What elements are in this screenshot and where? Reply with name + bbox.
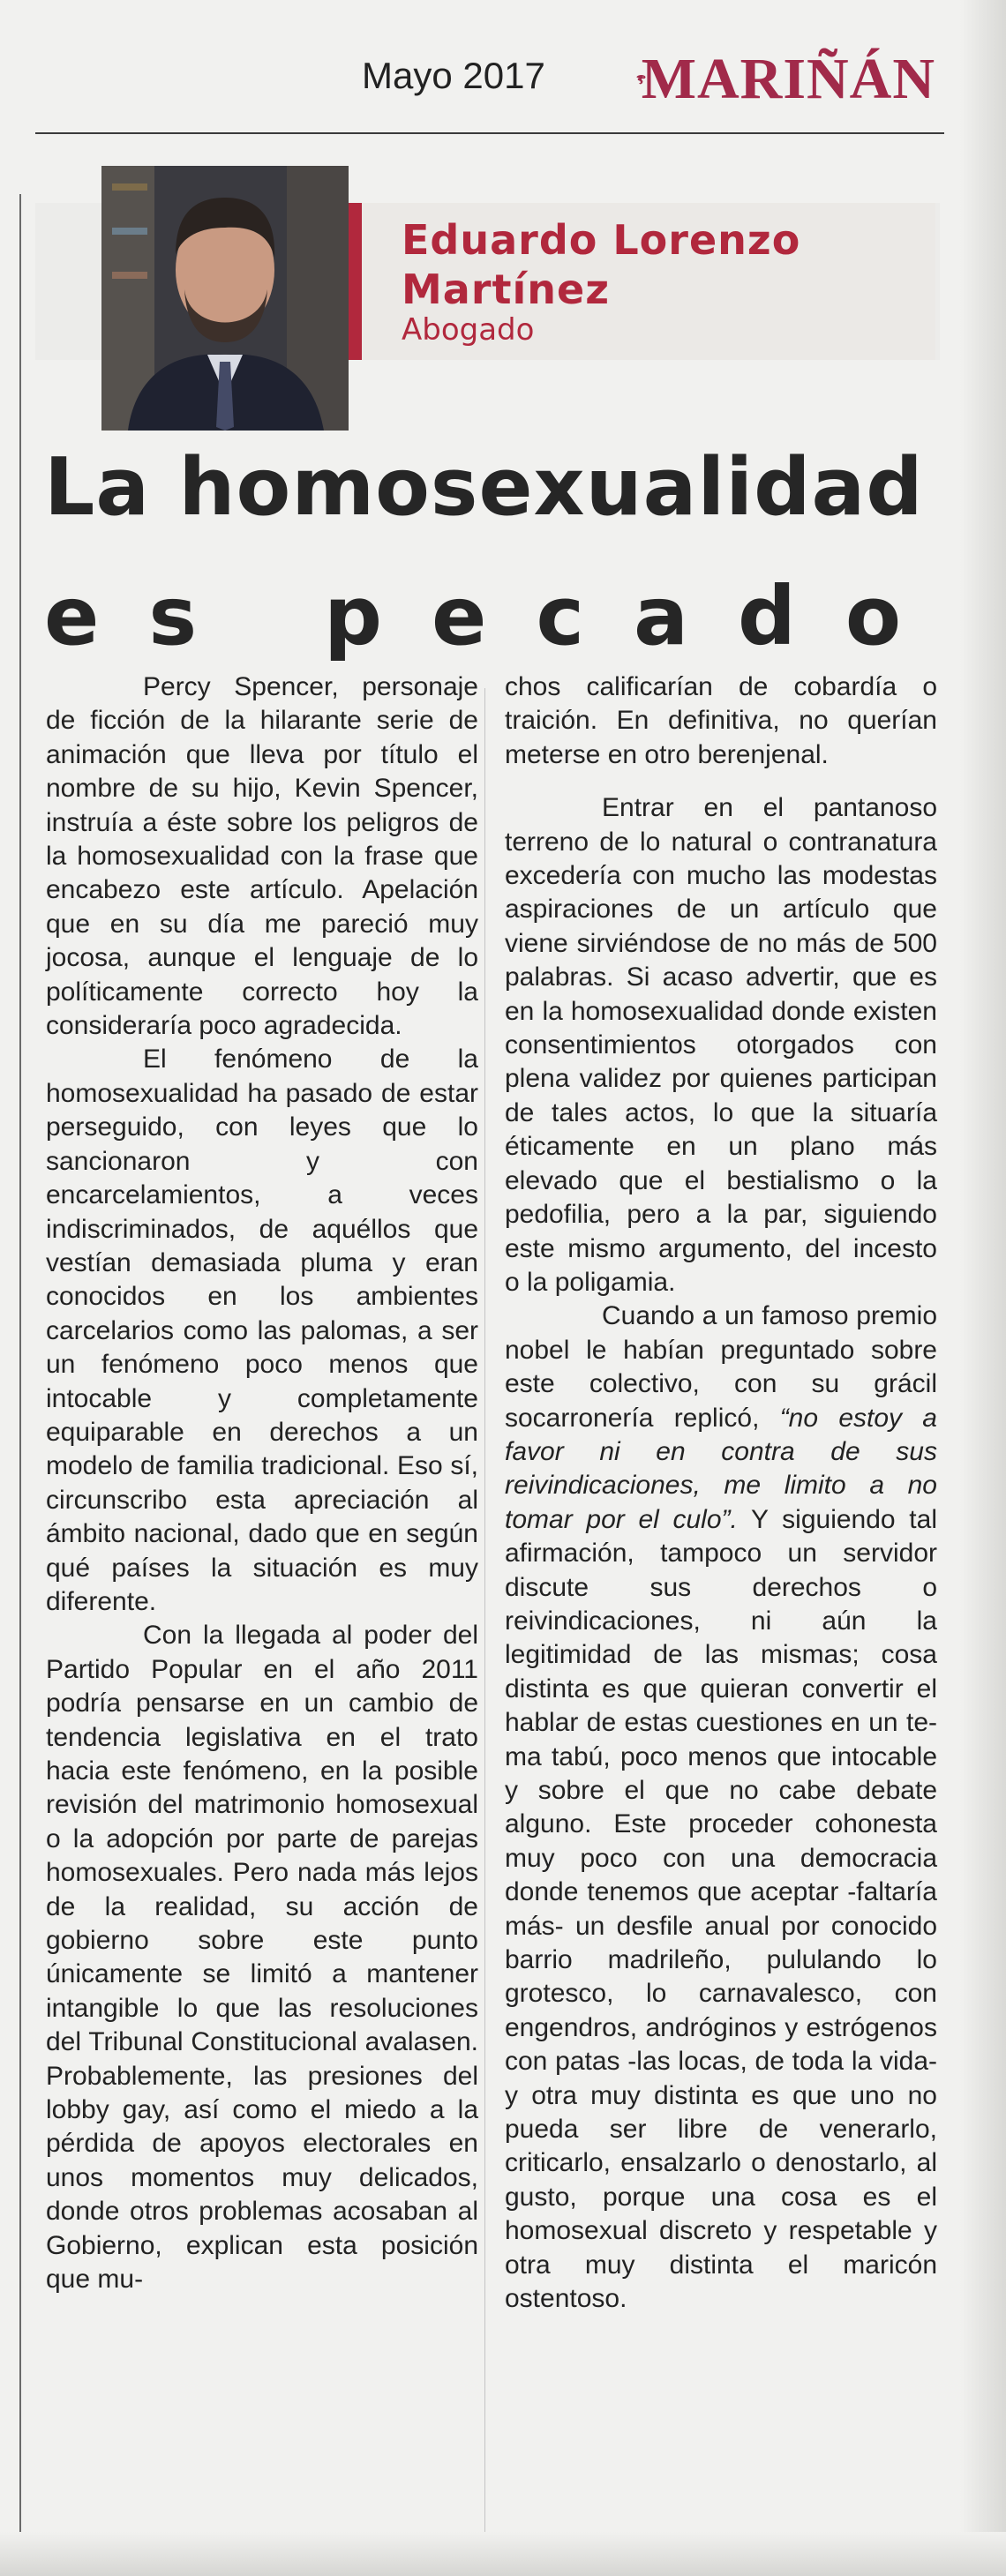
- paragraph-text: Y siguiendo tal afirmación, tampoco un servidor discute sus derechos o reivindicaciones, ni aún la legitimidad de las mismas; cosa distinta es que quieran convertir el hablar de estas cuestiones en un te-ma tabú, poco menos que intocable y sobre el que no cabe debate alguno. Este proceder cohonesta muy poco con una democracia donde tenemos que aceptar -faltaría más- un desfile anual por conocido barrio madrileño, pululando lo grotesco, lo carnavalesco, con engendros, andróginos y estrógenos con patas -las locas, de toda la vida- y otra muy distinta es que uno no pueda ser libre de venerarlo, criticarlo, ensalzarlo o denostarlo, al gusto, porque una cosa es el homosexual discreto y respetable y otra muy distinta el maricón ostentoso.: [505, 1504, 937, 2314]
- left-margin-rule: [19, 194, 21, 2558]
- author-photo: [101, 166, 349, 431]
- masthead-logo: [635, 44, 935, 115]
- headline-line-2: [44, 569, 951, 663]
- column-divider: [484, 688, 485, 2541]
- page-bottom-shadow: [0, 2532, 1006, 2576]
- header-divider: [35, 132, 944, 134]
- issue-date: Mayo 2017: [362, 55, 545, 96]
- paragraph: [505, 1299, 937, 2316]
- author-role: Abogado: [402, 312, 535, 348]
- page-edge-shadow: [960, 0, 1006, 2576]
- headline-line-1: La homosexualidad: [44, 441, 924, 534]
- paragraph-text: Cuando a un famoso premio nobel le habían preguntado sobre este colectivo, con su grácil socarronería replicó,: [505, 1301, 937, 1433]
- author-portrait: [101, 166, 349, 431]
- article-column-left: [46, 670, 478, 2297]
- paragraph: Entrar en el pantanoso terreno de lo natural o contranatura excedería con mucho las modestas aspiraciones de un artículo que viene sirviéndose de no más de 500 palabras. Si acaso advertir, que es en la homosexualidad donde existen consentimientos otorgados con plena validez por quienes participan de tales actos, lo que la situaría éticamente en un plano más elevado que el bestialismo o la pedofilia, pero a la par, siguiendo este mismo argumento, del incesto o la poligamia.: [505, 793, 937, 1297]
- paragraph: Con la llegada al poder del Partido Popular en el año 2011 podría pensarse en un cambio de tendencia legislativa en el trato hacia este fenómeno, en la posible revisión del matrimonio homosexual o la adopción por parte de parejas homosexuales. Pero nada más lejos de la realidad, su acción de gobierno sobre este punto únicamente se limitó a mantener intangible lo que las resoluciones del Tribunal Constitucional avalasen. Probablemente, las presiones del lobby gay, así como el miedo a la pérdida de apoyos electorales en unos momentos muy delicados, donde otros problemas acosaban al Gobierno, explican esta posición que mu-: [46, 1621, 478, 2295]
- article-column-right: [505, 670, 937, 2317]
- paragraph: chos calificarían de cobardía o traición. En definitiva, no querían meterse en otro berenjenal.: [505, 672, 937, 769]
- paragraph: Percy Spencer, personaje de ficción de la hilarante serie de animación que lleva por título el nombre de su hijo, Kevin Spencer, instruía a éste sobre los peligros de la homosexualidad con la frase que encabezo este artículo. Apelación que en su día me pareció muy jocosa, aunque el lenguaje de lo políticamente correcto hoy la consideraría poco agradecida.: [46, 672, 478, 1041]
- masthead-title: MARIÑÁN: [641, 47, 935, 111]
- paragraph: El fenómeno de la homosexualidad ha pasado de estar perseguido, con leyes que lo sancionaron y con encarcelamientos, a veces indiscriminados, de aquéllos que vestían demasiada pluma y eran conocidos en los ambientes carcelarios como las palomas, a ser un fenómeno poco menos que intocable y completamente equiparable en derechos a un modelo de familia tradicional. Eso sí, circunscribo esta apreciación al ámbito nacional, dado que en según qué países la situación es muy diferente.: [46, 1045, 478, 1616]
- headline-line-2-text: es pecado: [44, 569, 951, 663]
- author-name: Eduardo Lorenzo Martínez: [402, 216, 801, 313]
- quote: “no estoy a favor ni en contra de sus reivindicaciones, me limito a no tomar por el culo”.: [505, 1403, 937, 1534]
